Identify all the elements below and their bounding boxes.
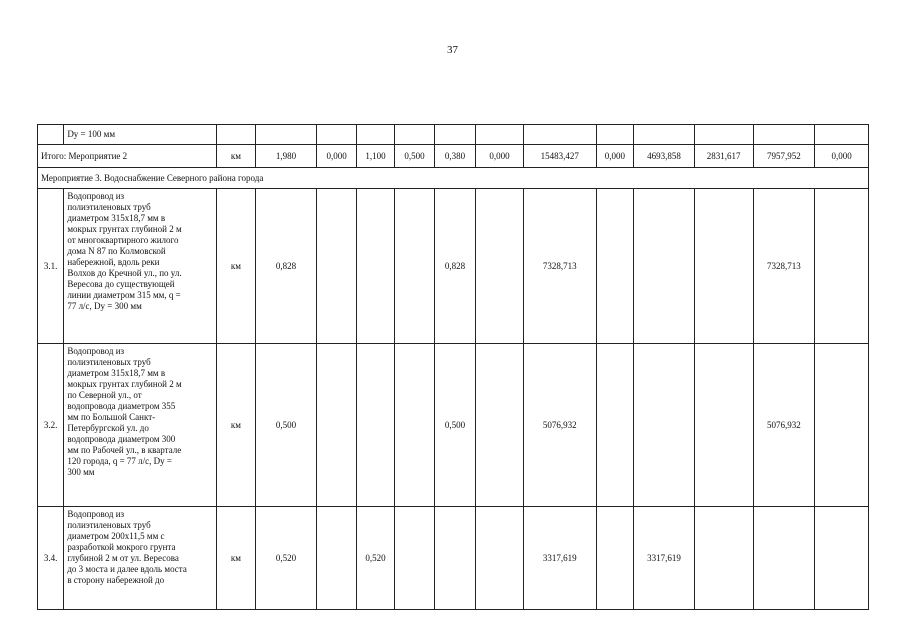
row-value bbox=[395, 507, 434, 610]
description-line: мокрых грунтах глубиной 2 м bbox=[67, 224, 182, 234]
description-line: полиэтиленовых труб bbox=[67, 357, 151, 367]
description-line: полиэтиленовых труб bbox=[67, 202, 151, 212]
description-line: мокрых грунтах глубиной 2 м bbox=[67, 379, 182, 389]
cell-empty bbox=[38, 125, 64, 145]
description-line: 120 города, q = 77 л/с, Dy = bbox=[67, 456, 172, 466]
description-line: Вересова до существующей bbox=[67, 279, 175, 289]
row-value: 0,500 bbox=[255, 344, 317, 507]
description-line: Водопровод из bbox=[67, 509, 125, 519]
row-value bbox=[694, 344, 753, 507]
row-value bbox=[694, 189, 753, 344]
total-label: Итого: Мероприятие 2 bbox=[38, 145, 217, 168]
row-value bbox=[356, 189, 394, 344]
row-value bbox=[476, 507, 524, 610]
row-value: 7328,713 bbox=[523, 189, 596, 344]
row-value: 3317,619 bbox=[634, 507, 695, 610]
table-row bbox=[38, 507, 869, 610]
total-value: 0,000 bbox=[476, 145, 524, 168]
row-unit: км bbox=[217, 344, 255, 507]
total-value: 0,000 bbox=[596, 145, 633, 168]
description-line: Петербургской ул. до bbox=[67, 423, 149, 433]
description-line: диаметром 315x18,7 мм в bbox=[67, 213, 166, 223]
total-value: 4693,858 bbox=[634, 145, 695, 168]
description-line: мм по Большой Санкт- bbox=[67, 412, 156, 422]
row-value bbox=[596, 189, 633, 344]
row-number: 3.4. bbox=[38, 507, 64, 610]
row-value: 0,828 bbox=[434, 189, 475, 344]
total-value: 1,100 bbox=[356, 145, 394, 168]
description-line: Водопровод из bbox=[67, 346, 125, 356]
row-value bbox=[395, 189, 434, 344]
row-description bbox=[64, 344, 217, 507]
description-line: диаметром 200x11,5 мм с bbox=[67, 531, 165, 541]
description-line: 77 л/с, Dy = 300 мм bbox=[67, 301, 142, 311]
total-value: 15483,427 bbox=[523, 145, 596, 168]
row-value bbox=[596, 344, 633, 507]
row-value bbox=[694, 507, 753, 610]
total-value: 7957,952 bbox=[753, 145, 815, 168]
row-value bbox=[395, 344, 434, 507]
description-line: полиэтиленовых труб bbox=[67, 520, 151, 530]
total-unit: км bbox=[217, 145, 255, 168]
row-description bbox=[64, 507, 217, 610]
continuation-label: Dy = 100 мм bbox=[64, 125, 217, 145]
row-value bbox=[753, 507, 815, 610]
row-value bbox=[317, 189, 356, 344]
row-value: 0,520 bbox=[255, 507, 317, 610]
description-line: по Северной ул., от bbox=[67, 390, 142, 400]
description-line: диаметром 315x18,7 мм в bbox=[67, 368, 166, 378]
row-value bbox=[596, 507, 633, 610]
section-title: Мероприятие 3. Водоснабжение Северного района города bbox=[38, 168, 869, 189]
row-value bbox=[634, 189, 695, 344]
description-line: водопровода диаметром 300 bbox=[67, 434, 176, 444]
row-value bbox=[634, 344, 695, 507]
total-value: 0,380 bbox=[434, 145, 475, 168]
row-value: 0,500 bbox=[434, 344, 475, 507]
row-value: 5076,932 bbox=[753, 344, 815, 507]
row-value bbox=[317, 344, 356, 507]
total-row bbox=[38, 145, 869, 168]
description-line: до 3 моста и далее вдоль моста bbox=[67, 564, 187, 574]
row-value: 0,828 bbox=[255, 189, 317, 344]
row-number: 3.1. bbox=[38, 189, 64, 344]
section-row bbox=[38, 168, 869, 189]
row-value bbox=[815, 189, 869, 344]
description-line: от многоквартирного жилого bbox=[67, 235, 179, 245]
row-value bbox=[356, 344, 394, 507]
continuation-row bbox=[38, 125, 869, 145]
total-value: 0,500 bbox=[395, 145, 434, 168]
table-row bbox=[38, 344, 869, 507]
description-line: Водопровод из bbox=[67, 191, 125, 201]
description-line: водопровода диаметром 355 bbox=[67, 401, 176, 411]
page-number: 37 bbox=[447, 44, 458, 56]
description-line: Волхов до Кречной ул., по ул. bbox=[67, 268, 182, 278]
row-description bbox=[64, 189, 217, 344]
total-value: 1,980 bbox=[255, 145, 317, 168]
total-value: 0,000 bbox=[317, 145, 356, 168]
row-unit: км bbox=[217, 189, 255, 344]
description-line: линии диаметром 315 мм, q = bbox=[67, 290, 181, 300]
row-value bbox=[476, 189, 524, 344]
total-value: 0,000 bbox=[815, 145, 869, 168]
description-line: набережной, вдоль реки bbox=[67, 257, 160, 267]
row-value bbox=[815, 507, 869, 610]
row-number: 3.2. bbox=[38, 344, 64, 507]
row-value bbox=[317, 507, 356, 610]
description-line: 300 мм bbox=[67, 467, 95, 477]
budget-table bbox=[37, 124, 869, 610]
row-unit: км bbox=[217, 507, 255, 610]
row-value: 5076,932 bbox=[523, 344, 596, 507]
row-value: 7328,713 bbox=[753, 189, 815, 344]
description-line: глубиной 2 м от ул. Вересова bbox=[67, 553, 179, 563]
description-line: дома N 87 по Колмовской bbox=[67, 246, 166, 256]
description-line: мм по Рабочей ул., в квартале bbox=[67, 445, 182, 455]
table-row bbox=[38, 189, 869, 344]
row-value bbox=[815, 344, 869, 507]
description-line: в сторону набережной до bbox=[67, 575, 165, 585]
row-value bbox=[434, 507, 475, 610]
description-line: разработкой мокрого грунта bbox=[67, 542, 176, 552]
row-value bbox=[476, 344, 524, 507]
total-value: 2831,617 bbox=[694, 145, 753, 168]
row-value: 0,520 bbox=[356, 507, 394, 610]
row-value: 3317,619 bbox=[523, 507, 596, 610]
